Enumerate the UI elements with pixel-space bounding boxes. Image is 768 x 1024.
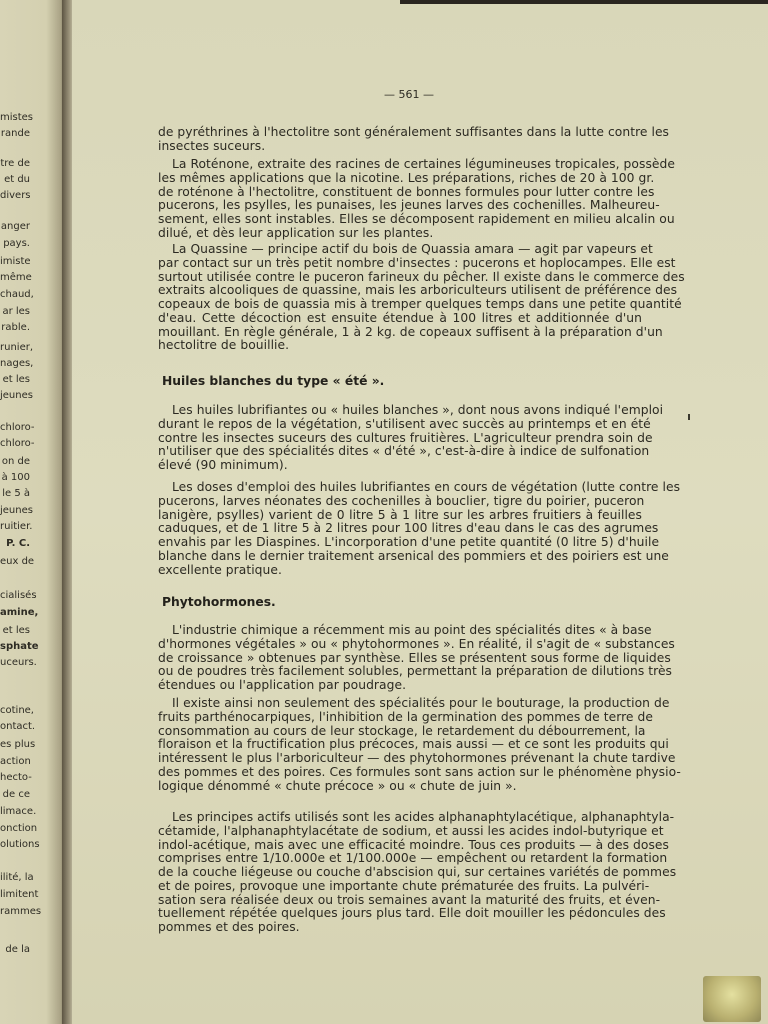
facing-page-line: sphate: [0, 641, 39, 652]
paragraph-line: La Quassine — principe actif du bois de Quassia amara — agit par vapeurs et: [172, 242, 653, 256]
facing-page-line: limace.: [0, 806, 37, 817]
paragraph-line: et de poires, provoque une importante chute prématurée des fruits. La pulvéri-: [158, 878, 650, 893]
paragraph-line: tuellement répétée quelques jours plus tard. Elle doit mouiller les pédoncules des: [158, 906, 666, 921]
facing-page-line: eux de: [0, 556, 35, 567]
paragraph-line: lanigère, psylles) varient de 0 litre 5 à 1 litre sur les arbres fruitiers à feuilles: [158, 507, 642, 522]
paragraph-line: étendues ou l'application par poudrage.: [158, 678, 407, 692]
paragraph-line: n'utiliser que des spécialités dites « d'été », c'est-à-dire à indice de sulfonation: [158, 444, 650, 459]
paragraph-line: ou de poudres très facilement solubles, permettant la préparation de dilutions très: [158, 664, 673, 679]
facing-page-line: olutions: [0, 839, 40, 850]
facing-page-line: cialisés: [0, 590, 37, 601]
paragraph-line: Les huiles lubrifiantes ou « huiles blanches », dont nous avons indiqué l'emploi: [172, 403, 664, 417]
paragraph-line: sation sera réalisée deux ou trois semaines avant la maturité des fruits, et éven-: [158, 892, 661, 907]
facing-page-line: le 5 à: [2, 488, 30, 499]
facing-page-line: jeunes: [0, 390, 33, 401]
paragraph-line: des pommes et des poires. Ces formules sont sans action sur le phénomène physio-: [158, 764, 681, 779]
facing-page-line: onction: [0, 823, 38, 834]
facing-page-line: uceurs.: [0, 657, 37, 668]
paragraph-line: comprises entre 1/10.000e et 1/100.000e — empêchent ou retardent la formation: [158, 851, 668, 866]
paragraph-line: d'eau. Cette décoction est ensuite étendue à 100 litres et additionnée d'un: [158, 310, 642, 325]
paragraph-line: floraison et la fructification plus précoces, mais aussi — et ce sont les produits qui: [158, 737, 669, 752]
facing-page-line: mistes: [0, 112, 34, 123]
paragraph-line: caduques, et de 1 litre 5 à 2 litres pour 100 litres d'eau dans le cas des agrumes: [158, 521, 659, 536]
paragraph-line: surtout utilisée contre le puceron farineux du pêcher. Il existe dans le commerce des: [158, 269, 685, 284]
facing-page-line: rammes: [0, 906, 42, 917]
facing-page-line: hecto-: [0, 772, 32, 783]
paragraph-line: La Roténone, extraite des racines de certaines légumineuses tropicales, possède: [172, 157, 675, 171]
facing-page-line: chaud,: [0, 289, 34, 300]
facing-page-line: imiste: [0, 256, 31, 267]
margin-mark: [688, 414, 690, 420]
facing-page-line: anger: [0, 221, 30, 232]
paragraph-line: consommation au cours de leur stockage, le retardement du débourrement, la: [158, 723, 646, 738]
paragraph-line: sement, elles sont instables. Elles se décomposent rapidement en milieu alcalin ou: [158, 212, 675, 226]
facing-page-line: rable.: [1, 322, 30, 333]
thumbnail-image: [703, 976, 761, 1022]
paragraph-line: logique dénommé « chute précoce » ou « chute de juin ».: [158, 778, 517, 793]
facing-page-line: et les: [2, 625, 30, 636]
page-number: — 561 —: [384, 88, 434, 101]
paragraph-line: excellente pratique.: [158, 562, 282, 577]
facing-page-line: de ce: [2, 789, 30, 800]
section-heading: Phytohormones.: [162, 595, 276, 609]
facing-page-line: chloro-: [0, 422, 35, 433]
paragraph-line: d'hormones végétales » ou « phytohormones ». En réalité, il s'agit de « substances: [158, 636, 675, 651]
paragraph-line: intéressent le plus l'arboriculteur — des phytohormones prévenant la chute tardive: [158, 751, 676, 765]
paragraph-line: pucerons, les psylles, les punaises, les jeunes larves des cochenilles. Malheureu-: [158, 198, 660, 213]
paragraph-line: dilué, et dès leur application sur les plantes.: [158, 225, 434, 240]
facing-page-line: chloro-: [0, 438, 35, 449]
paragraph-line: contre les insectes suceurs des cultures fruitières. L'agriculteur prendra soin de: [158, 430, 653, 445]
paragraph-line: durant le repos de la végétation, s'utilisent avec succès au printemps et en été: [158, 416, 651, 431]
paragraph-line: extraits alcooliques de quassine, mais les arboriculteurs utilisent de préférence des: [158, 283, 678, 298]
facing-page-line: nages,: [0, 358, 34, 369]
paragraph-line: par contact sur un très petit nombre d'insectes : pucerons et hoplocampes. Elle est: [158, 255, 676, 270]
paragraph-line: Il existe ainsi non seulement des spécialités pour le bouturage, la production de: [172, 696, 670, 710]
paragraph-line: élevé (90 minimum).: [158, 458, 288, 472]
facing-page-line: cotine,: [0, 705, 34, 716]
paragraph-line: indol-acétique, mais avec une efficacité moindre. Tous ces produits — à des doses: [158, 837, 669, 852]
facing-page-line: ar les: [2, 306, 30, 317]
paragraph-line: les mêmes applications que la nicotine. Les préparations, riches de 20 à 100 gr.: [158, 170, 655, 185]
paragraph-line: mouillant. En règle générale, 1 à 2 kg. de copeaux suffisent à la préparation d'un: [158, 324, 663, 339]
paragraph-line: blanche dans le dernier traitement arsenical des pommiers et des poiriers est une: [158, 548, 669, 563]
paragraph-line: de la couche liégeuse ou couche d'abscision qui, sur certaines variétés de pommes: [158, 865, 677, 879]
facing-page-line: limitent: [0, 889, 39, 900]
paragraph-line: de roténone à l'hectolitre, constituent de bonnes formules pour lutter contre les: [158, 184, 655, 199]
paragraph-line: hectolitre de bouillie.: [158, 338, 290, 353]
facing-page-line: jeunes: [0, 505, 33, 516]
facing-page-line: P. C.: [6, 538, 30, 549]
facing-page-line: tre de: [0, 158, 30, 169]
facing-page-line: ruitier.: [0, 521, 33, 532]
paragraph-line: Les principes actifs utilisés sont les acides alphanaphtylacétique, alphanaphtyla-: [172, 810, 675, 824]
paragraph-line: de croissance » obtenues par synthèse. Elles se présentent sous forme de liquides: [158, 650, 671, 665]
paragraph-line: de pyréthrines à l'hectolitre sont généralement suffisantes dans la lutte contre les: [158, 125, 670, 139]
facing-page-line: runier,: [0, 342, 34, 353]
paragraph-line: fruits parthénocarpiques, l'inhibition de la germination des pommes de terre de: [158, 709, 653, 724]
paragraph-line: L'industrie chimique a récemment mis au point des spécialités dites « à base: [172, 623, 652, 637]
facing-page-line: de la: [5, 944, 30, 955]
facing-page-line: même: [0, 272, 32, 283]
facing-page-line: à 100: [1, 472, 30, 483]
facing-page-line: es plus: [0, 739, 36, 750]
section-heading: Huiles blanches du type « été ».: [162, 374, 385, 388]
facing-page-line: divers: [0, 190, 31, 201]
paragraph-line: pommes et des poires.: [158, 920, 300, 934]
page-top-edge: [400, 0, 768, 4]
facing-page-line: action: [0, 756, 31, 767]
facing-page-line: pays.: [3, 238, 30, 249]
facing-page-line: on de: [1, 456, 30, 467]
facing-page-line: ontact.: [0, 721, 36, 732]
paragraph-line: envahis par les Diaspines. L'incorporation d'une petite quantité (0 litre 5) d'huile: [158, 535, 660, 549]
facing-page-line: ilité, la: [0, 872, 34, 883]
facing-page-line: et du: [4, 174, 30, 185]
paragraph-line: cétamide, l'alphanaphtylacétate de sodium, et aussi les acides indol-butyrique et: [158, 823, 664, 838]
facing-page-line: rande: [0, 128, 30, 139]
paragraph-line: pucerons, larves néonates des cochenilles à bouclier, tigre du poirier, puceron: [158, 493, 645, 508]
paragraph-line: Les doses d'emploi des huiles lubrifiantes en cours de végétation (lutte contre les: [172, 480, 681, 494]
facing-page-line: amine,: [0, 607, 39, 618]
paragraph-line: copeaux de bois de quassia mis à tremper quelques temps dans une petite quantité: [158, 297, 682, 311]
paragraph-line: insectes suceurs.: [158, 138, 266, 153]
facing-page-line: et les: [2, 374, 30, 385]
